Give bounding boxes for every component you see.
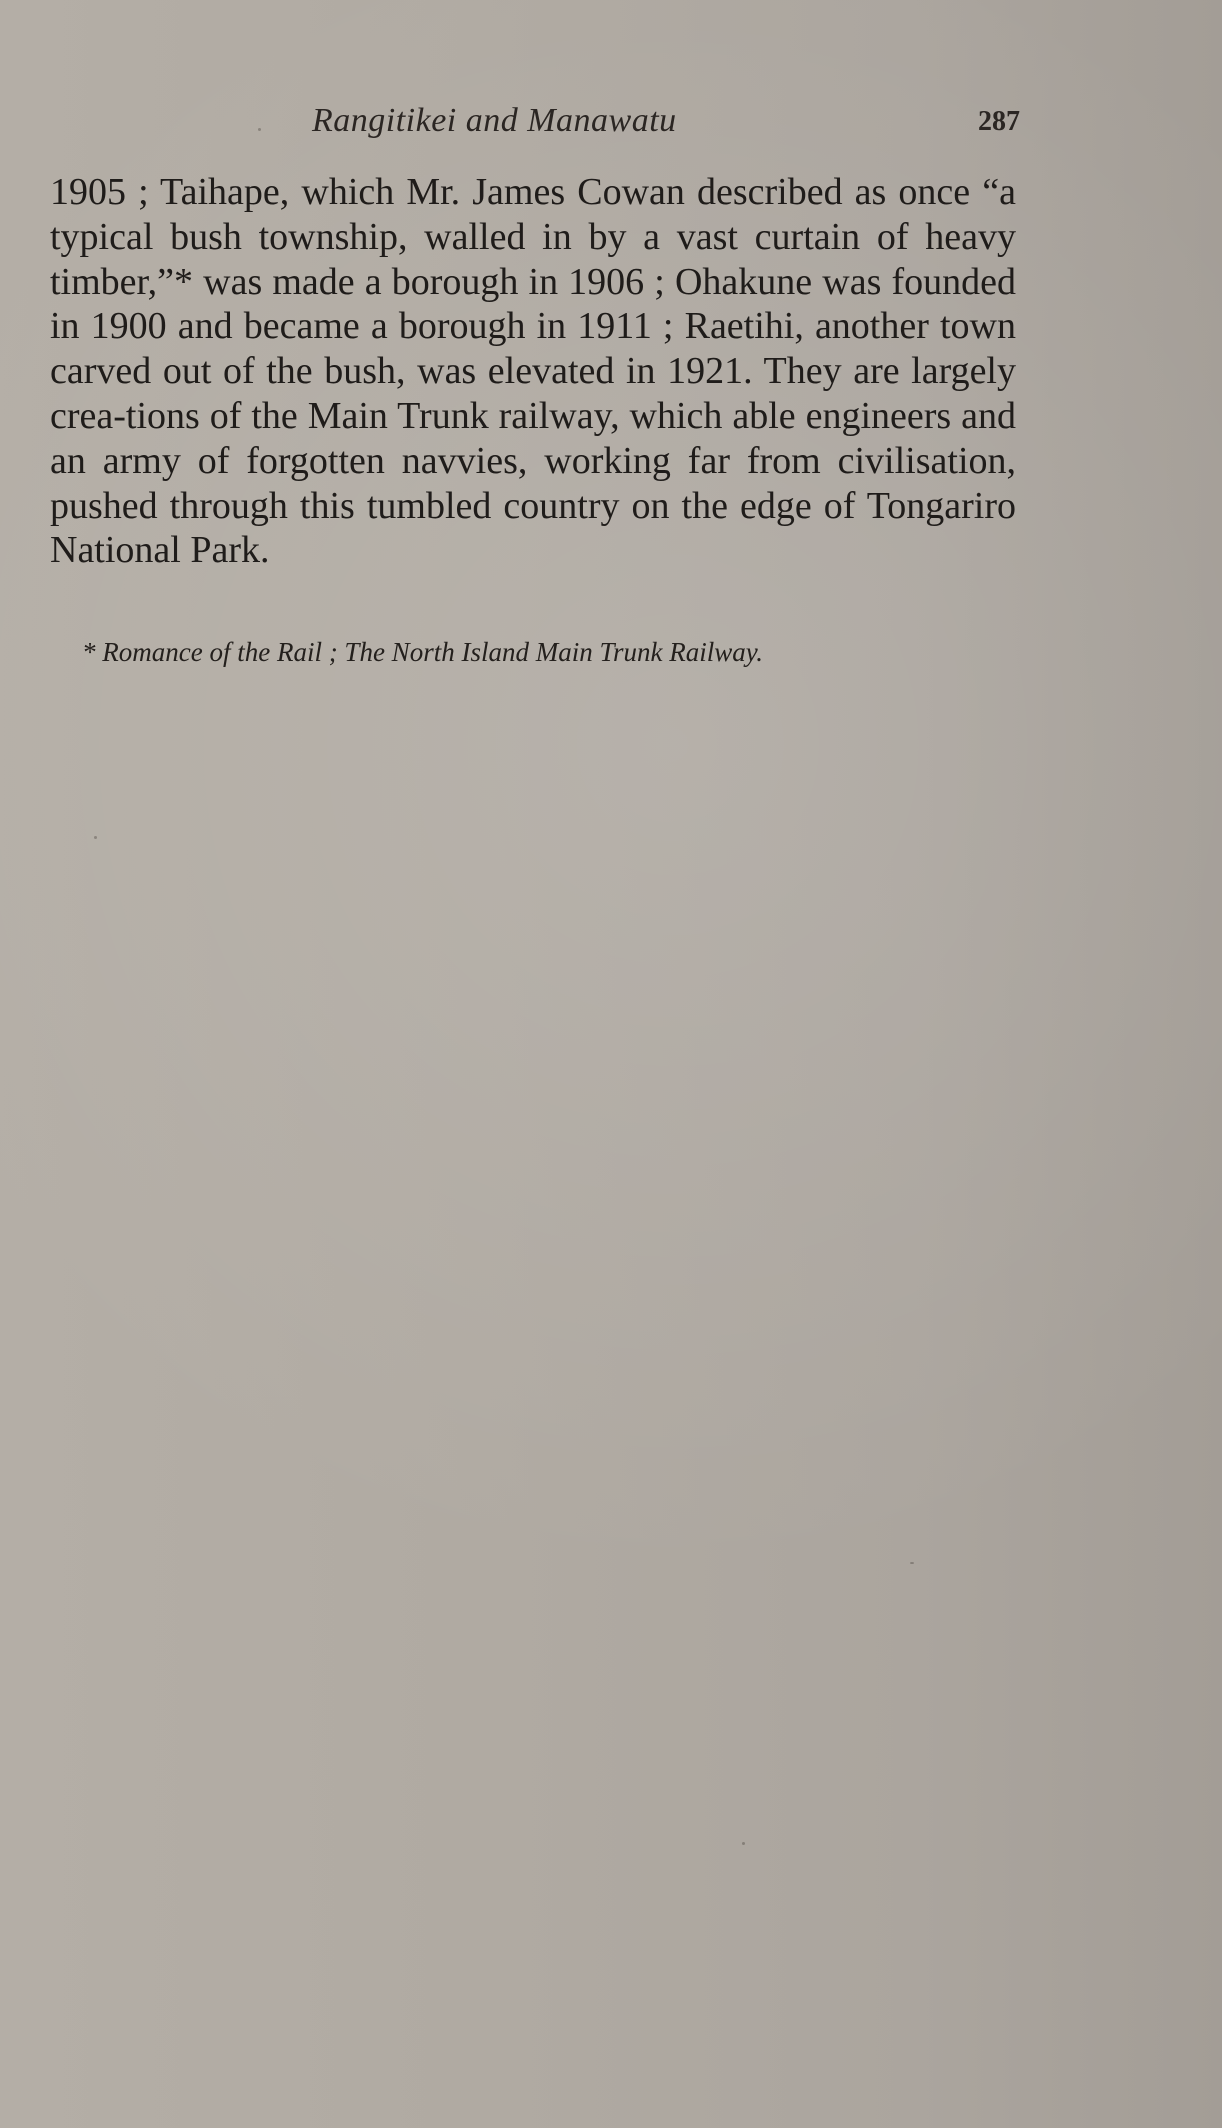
paper-speck (94, 836, 97, 839)
page-header (50, 100, 1020, 148)
paper-speck (258, 128, 261, 131)
body-paragraph: 1905 ; Taihape, which Mr. James Cowan described as once “a typical bush township, walled in by a vast curtain of heavy timber,”* was made a borough in 1906 ; Ohakune was founded in 1900 and became a borough in 1911 ; Raetihi, another town carved out of the bush, was elevated in 1921. They are largely crea-tions of the Main Trunk railway, which able engineers and an army of forgotten navvies, working far from civilisation, pushed through this tumbled country on the edge of Tongariro National Park. (50, 171, 1016, 572)
paper-speck (742, 1842, 745, 1845)
page-number: 287 (978, 106, 1020, 137)
paper-speck (910, 1562, 914, 1564)
running-head: Rangitikei and Manawatu (312, 102, 677, 139)
footnote: * Romance of the Rail ; The North Island Main Trunk Railway. (82, 637, 763, 667)
